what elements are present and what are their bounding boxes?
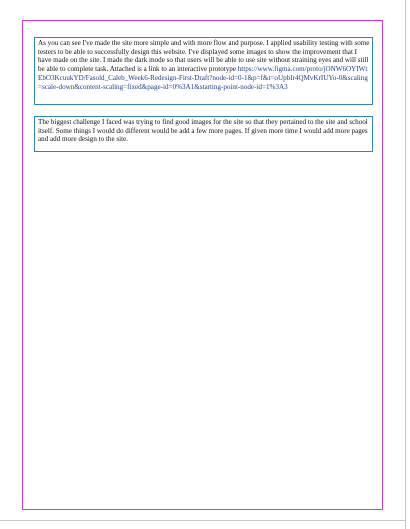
- page-edge-right: [405, 0, 406, 529]
- prototype-link[interactable]: https://www.figma.com/proto/jONW6OYIWtEbO3KcuukYD/Fasold_Caleb_Week6-Redesign-First-Draft?node-id=0-1&p=f&t=oUpbIr4QMvKrIUYo-0&scaling=scale-down&content-scaling=fixed&page-id=0%3A1&starting-point-node-id=1%3A3: [38, 65, 368, 91]
- text-frame-paragraph-2[interactable]: [34, 116, 373, 152]
- text-frame-paragraph-1[interactable]: [34, 37, 373, 105]
- paragraph-2-text: The biggest challenge I faced was trying to find good images for the site so that they pertained to the site and school itself. Some things I would do different would be add a few more pages. If given more time I would add more pages and add more design to the site.: [38, 118, 368, 144]
- paragraph-1-text: As you can see I've made the site more simple and with more flow and purpose. I applied usability testing with some testers to be able to successfully design this website. I've displayed some images to show the improvement that I have made on the site. I made the dark mode so that users will be able to use site without straining eyes and will still be able to complete task. Attached is a link to an interactive prototype: [38, 39, 370, 74]
- page-edge-bottom: [0, 520, 406, 521]
